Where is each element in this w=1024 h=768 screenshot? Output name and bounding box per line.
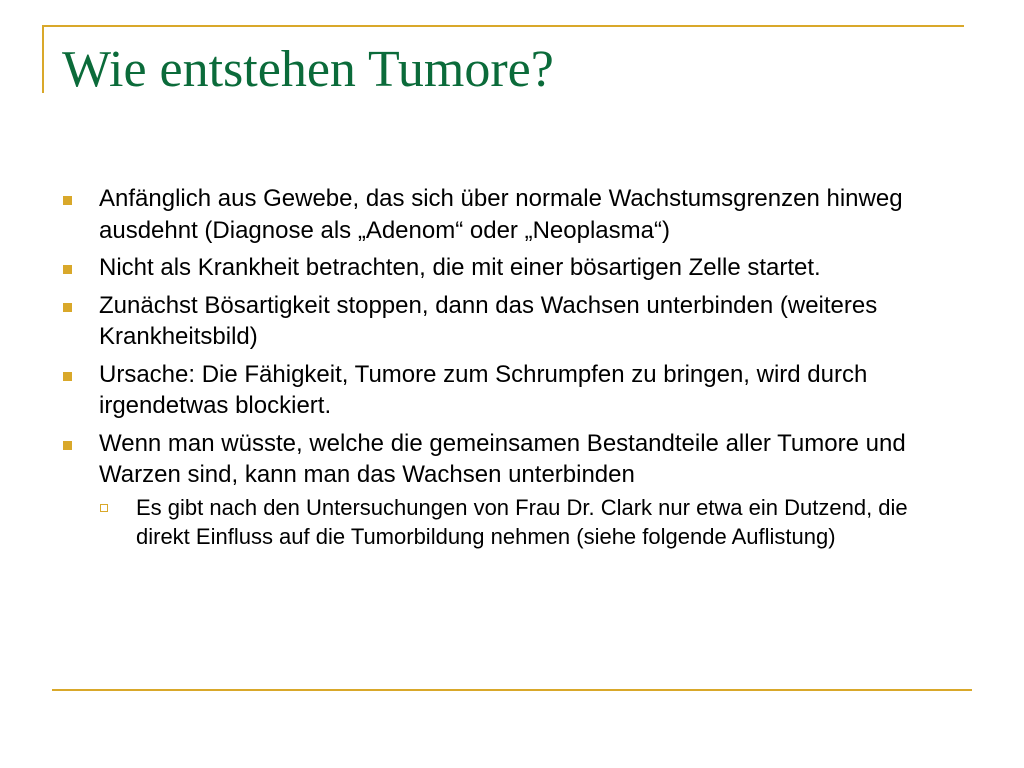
square-bullet-icon xyxy=(63,441,72,450)
sub-bullet-list xyxy=(99,493,962,552)
slide-content xyxy=(62,183,962,558)
hollow-square-bullet-icon xyxy=(100,504,108,512)
footer-rule xyxy=(52,689,972,691)
bullet-item xyxy=(62,290,962,353)
sub-bullet-text: Es gibt nach den Untersuchungen von Frau Dr. Clark nur etwa ein Dutzend, die direkt Einfluss auf die Tumorbildung nehmen (siehe folgende Auflistung) xyxy=(136,494,908,549)
bullet-text: Anfänglich aus Gewebe, das sich über normale Wachstumsgrenzen hinweg ausdehnt (Diagnose als „Adenom“ oder „Neoplasma“) xyxy=(99,185,903,244)
bullet-item xyxy=(62,252,962,284)
square-bullet-icon xyxy=(63,303,72,312)
bullet-text: Nicht als Krankheit betrachten, die mit einer bösartigen Zelle startet. xyxy=(99,254,821,281)
square-bullet-icon xyxy=(63,265,72,274)
sub-bullet-item xyxy=(99,493,962,552)
bullet-text: Wenn man wüsste, welche die gemeinsamen Bestandteile aller Tumore und Warzen sind, kann man das Wachsen unterbinden xyxy=(99,429,906,488)
square-bullet-icon xyxy=(63,372,72,381)
bullet-text: Zunächst Bösartigkeit stoppen, dann das Wachsen unterbinden (weiteres Krankheitsbild) xyxy=(99,291,878,350)
bullet-text: Ursache: Die Fähigkeit, Tumore zum Schrumpfen zu bringen, wird durch irgendetwas blockiert. xyxy=(99,360,868,419)
square-bullet-icon xyxy=(63,196,72,205)
slide-title: Wie entstehen Tumore? xyxy=(62,41,554,98)
bullet-list xyxy=(62,183,962,552)
frame-top-rule xyxy=(42,25,964,27)
frame-left-rule xyxy=(42,25,44,93)
bullet-item xyxy=(62,183,962,246)
bullet-item xyxy=(62,428,962,552)
bullet-item xyxy=(62,359,962,422)
